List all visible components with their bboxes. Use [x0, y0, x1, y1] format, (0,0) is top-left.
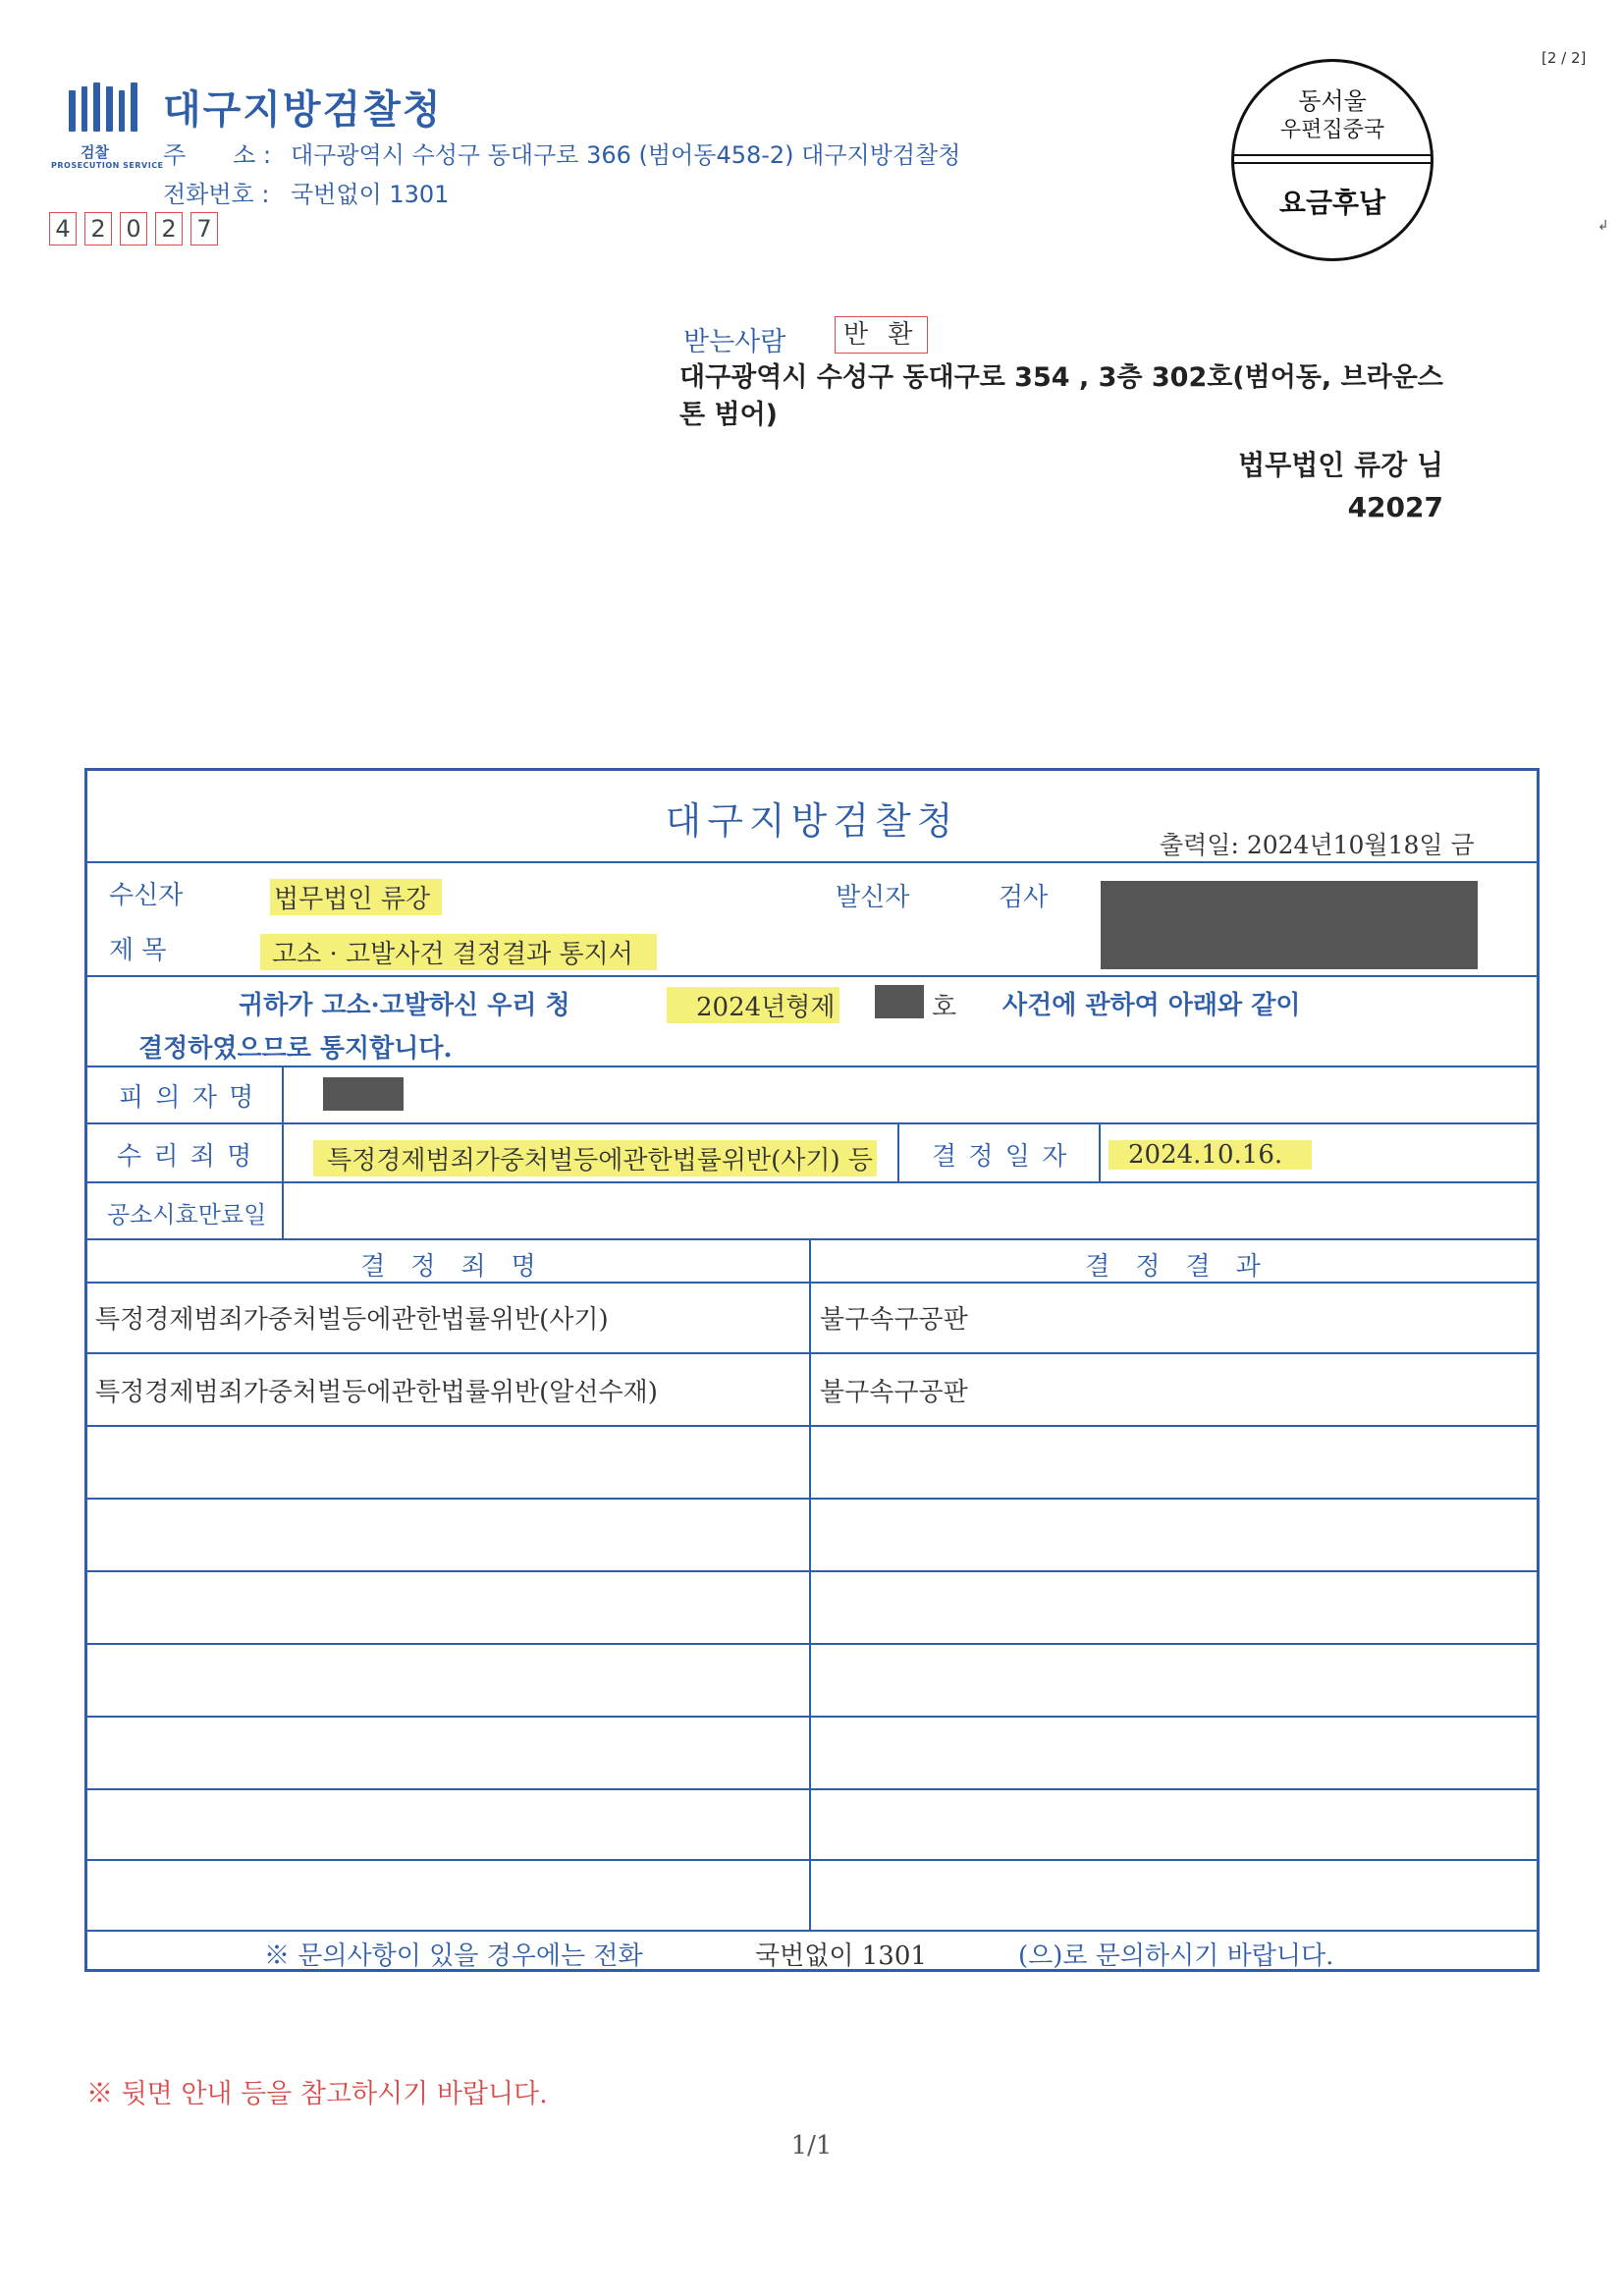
- postmark-stamp: [1231, 59, 1434, 261]
- postmark-divider: [1234, 154, 1431, 156]
- zip-digit: 7: [190, 212, 218, 246]
- rule: [282, 1066, 284, 1238]
- notice-title: 대구지방검찰청: [665, 799, 959, 843]
- rule: [87, 1122, 1537, 1124]
- rule: [87, 1716, 1537, 1718]
- postmark-line3: 요금후납: [1278, 187, 1386, 219]
- logo-subtext: PROSECUTION SERVICE: [51, 161, 164, 170]
- redacted-suspect-name: [323, 1077, 404, 1111]
- rule: [809, 1238, 811, 1930]
- redacted-block: [1101, 881, 1478, 969]
- office-name: 대구지방검찰청: [163, 87, 443, 133]
- rule: [87, 1181, 1537, 1183]
- notice-body-part1: 귀하가 고소·고발하신 우리 청: [239, 991, 570, 1020]
- redacted-case-number: [875, 985, 924, 1018]
- inquiry-prefix: ※ 문의사항이 있을 경우에는 전화: [264, 1941, 643, 1971]
- sender-field-label: 발신자: [836, 883, 910, 912]
- inquiry-phone: 국번없이 1301: [755, 1941, 927, 1971]
- postmark-line1: 동서울: [1298, 87, 1367, 115]
- page-number: 1/1: [790, 2131, 833, 2160]
- decision-notice: [84, 768, 1540, 1972]
- zip-digit: 2: [84, 212, 112, 246]
- decision-row-charge: 특정경제범죄가중처벌등에관한법률위반(사기): [95, 1305, 609, 1335]
- rule: [87, 1066, 1537, 1067]
- return-stamp: 반 환: [835, 316, 928, 354]
- rule: [87, 1788, 1537, 1790]
- recipient-address: 대구광역시 수성구 동대구로 354 , 3층 302호(범어동, 브라운스톤 범어): [679, 362, 1443, 430]
- zip-digit: 0: [120, 212, 147, 246]
- postmark-line2: 우편집중국: [1279, 118, 1385, 142]
- notice-body-part2: 사건에 관하여 아래와 같이: [1002, 991, 1301, 1020]
- recipient-field-value: 법무법인 류강: [270, 879, 442, 915]
- rule: [87, 1238, 1537, 1240]
- page-mark: [2 / 2]: [1542, 49, 1587, 67]
- recipient-field-label: 수신자: [109, 881, 184, 910]
- decision-date-value: 2024.10.16.: [1109, 1140, 1312, 1170]
- back-page-note: ※ 뒷면 안내 등을 참고하시기 바랍니다.: [86, 2079, 548, 2109]
- column-header-result: 결 정 결 과: [1085, 1252, 1261, 1282]
- decision-row-charge: 특정경제범죄가중처벌등에관한법률위반(알선수재): [95, 1378, 658, 1407]
- column-header-charge: 결 정 죄 명: [360, 1252, 536, 1282]
- subject-field-value: 고소 · 고발사건 결정결과 통지서: [260, 934, 657, 970]
- notice-body-part3: 결정하였으므로 통지합니다.: [138, 1034, 453, 1064]
- zip-digit: 4: [49, 212, 77, 246]
- zip-digit: 2: [155, 212, 183, 246]
- subject-field-label: 제 목: [109, 936, 167, 965]
- rule: [87, 1352, 1537, 1354]
- rule: [1099, 1122, 1101, 1181]
- recipient-zip: 42027: [1347, 491, 1443, 523]
- print-date: 출력일: 2024년10월18일 금: [1160, 831, 1475, 859]
- rule: [87, 1930, 1537, 1932]
- decision-row-result: 불구속구공판: [820, 1305, 968, 1335]
- address-value: 대구광역시 수성구 동대구로 366 (범어동458-2) 대구지방검찰청: [291, 141, 961, 169]
- inquiry-suffix: (으)로 문의하시기 바랍니다.: [1018, 1941, 1334, 1971]
- decision-row-result: 불구속구공판: [820, 1378, 968, 1407]
- recipient-name: 법무법인 류강 님: [1238, 449, 1443, 481]
- postmark-divider: [1234, 162, 1431, 164]
- phone-label: 전화번호 :: [163, 181, 270, 208]
- logo-text: 검찰: [81, 143, 109, 161]
- rule: [87, 1643, 1537, 1645]
- rule: [87, 1859, 1537, 1861]
- charge-label: 수 리 죄 명: [117, 1142, 254, 1172]
- rule: [87, 1570, 1537, 1572]
- decision-date-label: 결 정 일 자: [932, 1142, 1069, 1172]
- scan-mark: ↲: [1597, 218, 1609, 234]
- statute-expiry-label: 공소시효만료일: [107, 1201, 267, 1229]
- case-number-prefix: 2024년형제: [667, 987, 839, 1023]
- rule: [897, 1122, 899, 1181]
- sender-field-value: 검사: [999, 883, 1049, 912]
- rule: [87, 975, 1537, 977]
- address-label: 주 소 :: [163, 141, 272, 169]
- suspect-label: 피 의 자 명: [119, 1083, 256, 1113]
- charge-value: 특정경제범죄가중처벌등에관한법률위반(사기) 등: [313, 1140, 877, 1176]
- case-number-suffix: 호: [932, 993, 957, 1022]
- sender-zip-code: [49, 212, 218, 246]
- rule: [87, 1498, 1537, 1500]
- phone-value: 국번없이 1301: [291, 181, 450, 208]
- prosecution-logo-icon: [69, 82, 137, 132]
- rule: [87, 861, 1537, 863]
- rule: [87, 1425, 1537, 1427]
- recipient-label: 받는사람: [683, 327, 786, 357]
